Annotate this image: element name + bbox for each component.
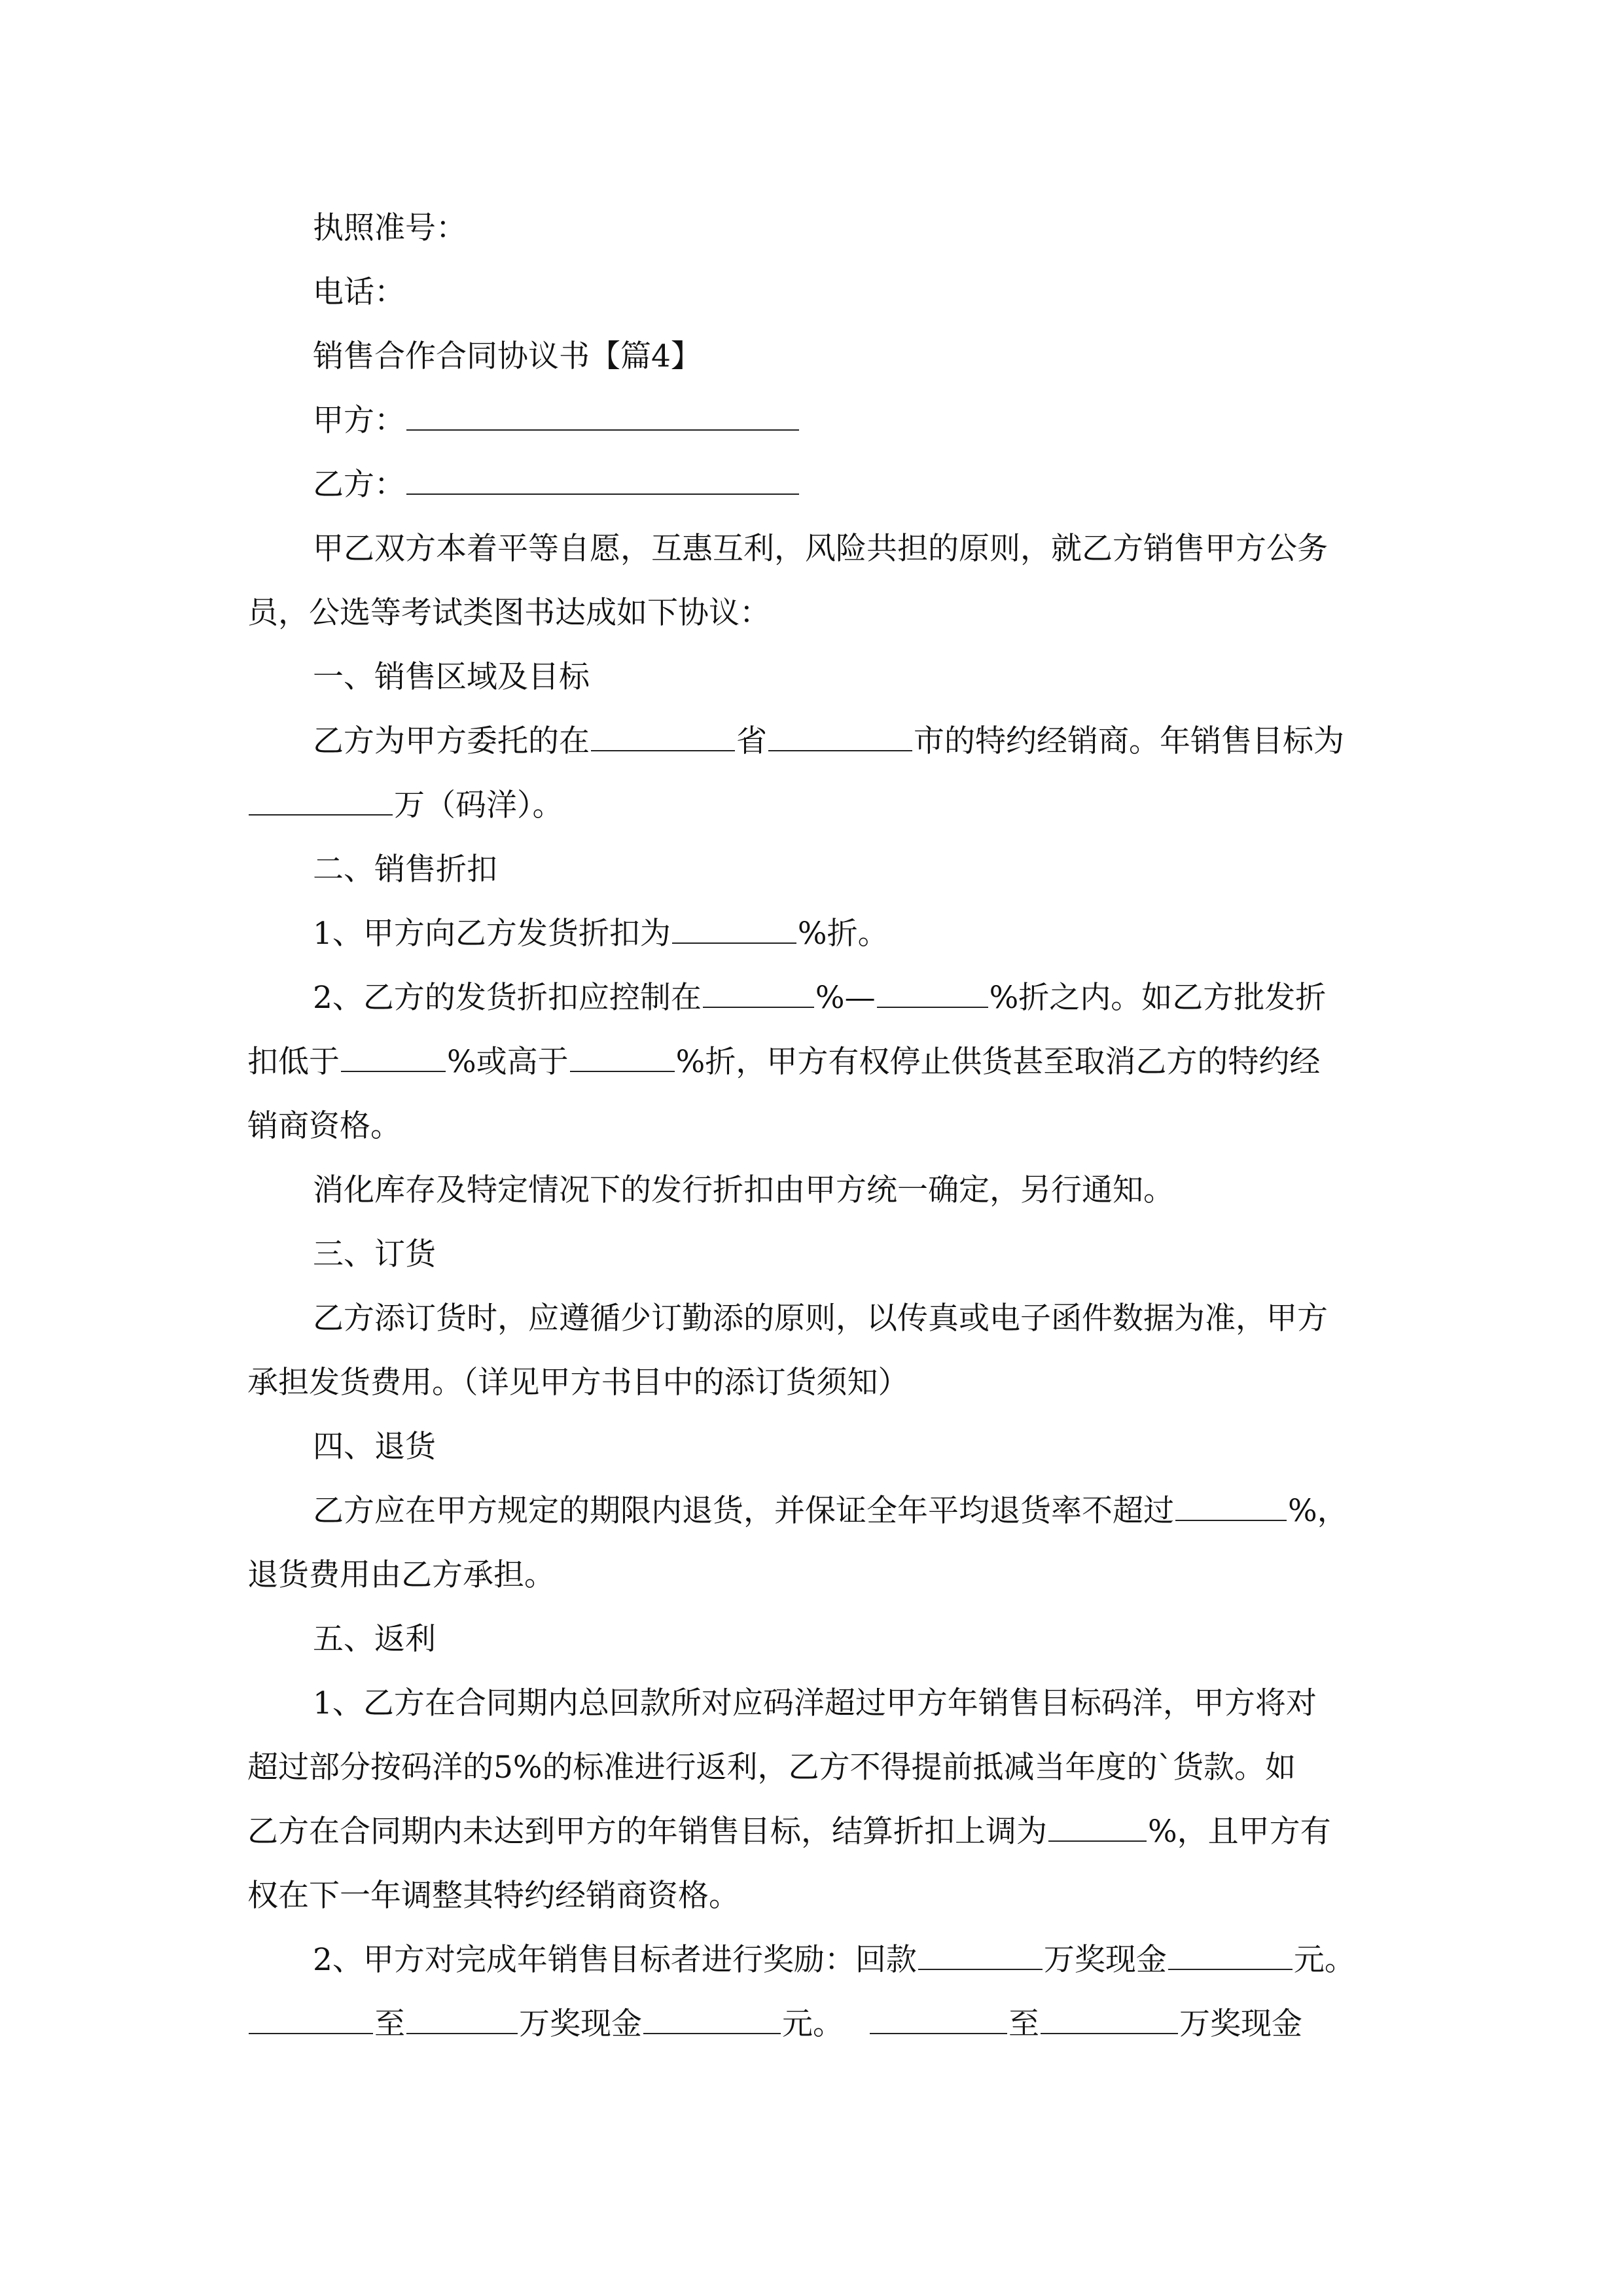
party-b-label: 乙方： <box>313 467 405 503</box>
s5-item2-text-h: 万奖现金 <box>1179 2006 1302 2042</box>
section-1-paragraph-line-2 <box>247 774 563 838</box>
section-4-paragraph-line-2: 退货费用由乙方承担。 <box>247 1557 555 1593</box>
high-discount-blank <box>570 1030 675 1072</box>
s2-item2-text-a: 2、乙方的发货折扣应控制在 <box>313 980 702 1016</box>
sales-target-blank <box>249 774 393 816</box>
section-5-item-1-line-3 <box>247 1800 1331 1864</box>
section-5-item-1-line-2: 超过部分按码洋的5%的标准进行返利，乙方不得提前抵减当年度的`货款。如 <box>247 1749 1296 1785</box>
payment-from-blank-3 <box>870 1992 1007 2034</box>
section-3-paragraph-line-1: 乙方添订货时，应遵循少订勤添的原则，以传真或电子函件数据为准，甲方 <box>313 1300 1328 1336</box>
section-1-paragraph-line-1 <box>313 709 1344 774</box>
s2-item1-text-b: %折。 <box>797 916 889 952</box>
s4-text-b: %， <box>1288 1493 1348 1529</box>
section-2-note: 消化库存及特定情况下的发行折扣由甲方统一确定，另行通知。 <box>313 1172 1174 1208</box>
province-blank <box>591 709 735 751</box>
s1-text-d: 万（码洋）。 <box>394 787 563 823</box>
s5-item2-text-c: 元。 <box>1293 1942 1355 1978</box>
party-b-blank <box>406 453 799 495</box>
intro-paragraph-line-1: 甲乙双方本着平等自愿，互惠互利，风险共担的原则，就乙方销售甲方公务 <box>313 531 1328 567</box>
s2-item2-text-c: %折之内。如乙方批发折 <box>989 980 1327 1016</box>
license-label: 执照准号： <box>313 210 467 246</box>
low-discount-blank <box>341 1030 446 1072</box>
discount-min-blank <box>703 966 814 1008</box>
payment-from-blank-2 <box>249 1992 373 2034</box>
section-2-item-2-line-1 <box>313 966 1326 1030</box>
payment-to-blank-2 <box>406 1992 518 2034</box>
party-a-blank <box>406 389 799 431</box>
contract-title: 销售合作合同协议书【篇4】 <box>313 338 702 374</box>
section-5-title: 五、返利 <box>313 1621 436 1657</box>
return-rate-blank <box>1175 1479 1287 1521</box>
cash-reward-blank-1 <box>1168 1928 1293 1970</box>
payment-to-blank-3 <box>1041 1992 1178 2034</box>
payment-amount-blank-1 <box>918 1928 1043 1970</box>
s5-item1-text-d: %，且甲方有 <box>1148 1814 1331 1850</box>
section-2-item-1 <box>313 902 889 966</box>
s5-item2-text-b: 万奖现金 <box>1043 1942 1167 1978</box>
s1-text-c: 市的特约经销商。年销售目标为 <box>914 723 1344 759</box>
section-5-item-1-line-1: 1、乙方在合同期内总回款所对应码洋超过甲方年销售目标码洋，甲方将对 <box>313 1685 1317 1721</box>
section-3-title: 三、订货 <box>313 1236 436 1272</box>
s5-item2-text-a: 2、甲方对完成年销售目标者进行奖励：回款 <box>313 1942 917 1978</box>
section-5-item-1-line-4: 权在下一年调整其特约经销商资格。 <box>247 1878 740 1914</box>
s1-text-a: 乙方为甲方委托的在 <box>313 723 590 759</box>
section-4-title: 四、退货 <box>313 1429 436 1465</box>
city-blank <box>768 709 912 751</box>
section-3-paragraph-line-2: 承担发货费用。（详见甲方书目中的添订货须知） <box>247 1365 909 1401</box>
phone-label: 电话： <box>313 274 405 310</box>
section-2-item-2-line-2 <box>247 1030 1320 1094</box>
section-2-item-2-line-3: 销商资格。 <box>247 1108 401 1144</box>
section-5-item-2-line-1 <box>313 1928 1355 1992</box>
discount-blank <box>672 902 796 944</box>
s2-item1-text-a: 1、甲方向乙方发货折扣为 <box>313 916 671 952</box>
party-a-line <box>313 389 800 453</box>
s5-item1-text-c: 乙方在合同期内未达到甲方的年销售目标，结算折扣上调为 <box>247 1814 1047 1850</box>
s5-item2-text-e: 万奖现金 <box>519 2006 642 2042</box>
cash-reward-blank-2 <box>643 1992 781 2034</box>
section-4-paragraph-line-1 <box>313 1479 1348 1543</box>
section-1-title: 一、销售区域及目标 <box>313 659 590 695</box>
discount-max-blank <box>877 966 988 1008</box>
intro-paragraph-line-2: 员，公选等考试类图书达成如下协议： <box>247 595 770 631</box>
section-2-title: 二、销售折扣 <box>313 852 497 888</box>
s2-item2-text-f: %折，甲方有权停止供货甚至取消乙方的特约经 <box>675 1044 1321 1080</box>
adjusted-discount-blank <box>1048 1800 1147 1842</box>
s5-item2-text-d: 至 <box>374 2006 405 2042</box>
s1-text-b: 省 <box>736 723 767 759</box>
party-a-label: 甲方： <box>313 403 405 439</box>
s2-item2-text-b: %— <box>815 980 876 1016</box>
s2-item2-text-e: %或高于 <box>447 1044 569 1080</box>
party-b-line <box>313 453 800 517</box>
s5-item2-text-g: 至 <box>1008 2006 1039 2042</box>
s5-item2-text-f: 元。 <box>782 2006 844 2042</box>
s4-text-a: 乙方应在甲方规定的期限内退货，并保证全年平均退货率不超过 <box>313 1493 1174 1529</box>
s2-item2-text-d: 扣低于 <box>247 1044 340 1080</box>
section-5-item-2-line-2 <box>247 1992 1302 2056</box>
